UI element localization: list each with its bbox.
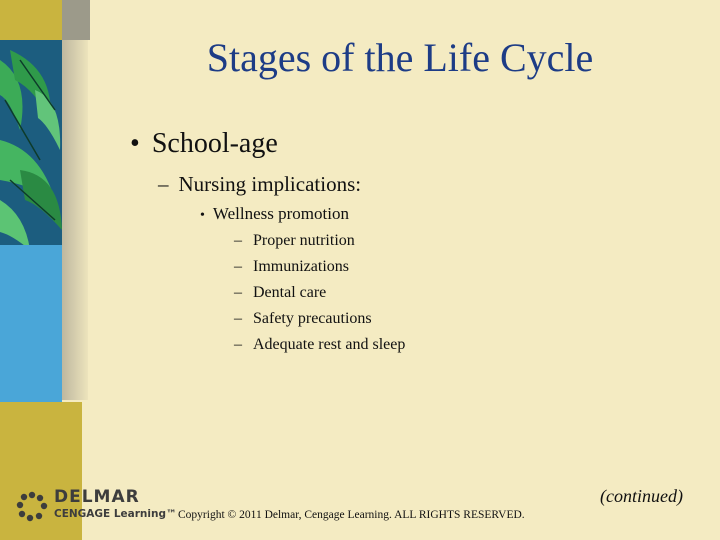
continued-label: (continued) xyxy=(600,486,683,506)
dash-glyph: – xyxy=(234,284,242,301)
dash-glyph: – xyxy=(158,172,169,196)
list-item xyxy=(234,335,405,361)
copyright-notice: Copyright © 2011 Delmar, Cengage Learning. ALL RIGHTS RESERVED. xyxy=(178,509,525,521)
bullet-glyph: • xyxy=(200,208,205,223)
list-item-text: Proper nutrition xyxy=(253,232,355,249)
list-item xyxy=(234,257,405,283)
decorative-side-strip xyxy=(0,0,90,540)
dash-glyph: – xyxy=(234,310,242,327)
bullet-level1 xyxy=(130,128,278,160)
list-item-text: Adequate rest and sleep xyxy=(253,336,406,353)
list-item-text: Safety precautions xyxy=(253,310,372,327)
wellness-list xyxy=(234,231,405,361)
dash-glyph: – xyxy=(234,336,242,353)
dash-glyph: – xyxy=(234,258,242,275)
bullet-level1-text: School-age xyxy=(151,128,278,159)
list-item xyxy=(234,231,405,257)
list-item-text: Dental care xyxy=(253,284,327,301)
bullet-level3-text: Wellness promotion xyxy=(212,204,349,223)
list-item-text: Immunizations xyxy=(253,258,349,275)
bullet-level3 xyxy=(200,204,349,224)
dash-glyph: – xyxy=(234,232,242,249)
logo-dots-icon xyxy=(14,489,50,525)
logo-subtitle: CENGAGE Learning™ xyxy=(54,508,177,520)
bullet-level2-text: Nursing implications: xyxy=(178,172,362,196)
bullet-level2 xyxy=(158,172,361,197)
list-item xyxy=(234,283,405,309)
blue-band xyxy=(0,245,62,405)
slide-title: Stages of the Life Cycle xyxy=(206,35,594,80)
logo-wordmark: DELMAR xyxy=(54,487,140,507)
strip-shadow xyxy=(62,40,88,400)
bullet-glyph: • xyxy=(130,128,140,159)
list-item xyxy=(234,309,405,335)
